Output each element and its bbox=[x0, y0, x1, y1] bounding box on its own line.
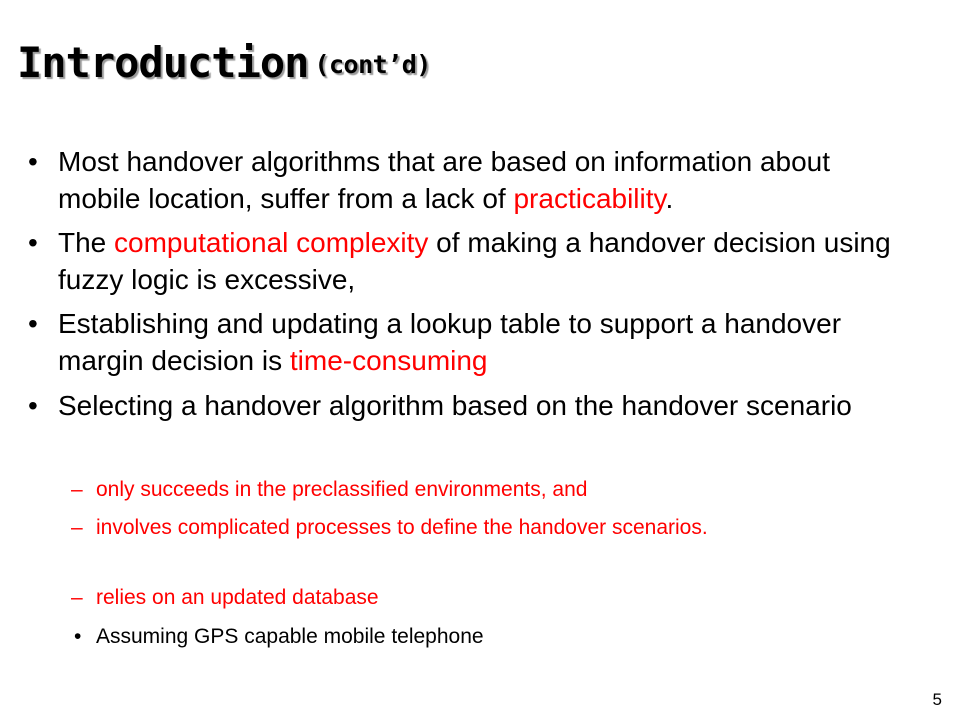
bullet-4 bbox=[58, 387, 918, 424]
bullet-2-highlight: computational complexity bbox=[114, 227, 429, 258]
slide-title bbox=[17, 38, 431, 87]
title-main: Introduction bbox=[17, 38, 309, 87]
sub-bullet-1: – only succeeds in the preclassified environments, and bbox=[96, 476, 896, 504]
page-number: 5 bbox=[932, 690, 942, 709]
bullet-3-text-a: Establishing and updating a lookup table to support a handover margin decision is bbox=[58, 308, 842, 376]
bullet-3-highlight: time-consuming bbox=[289, 345, 488, 376]
bullet-1 bbox=[58, 143, 918, 217]
bullet-1-highlight: practicability bbox=[513, 183, 666, 214]
bullet-2 bbox=[58, 224, 918, 298]
sub-bullet-2: – involves complicated processes to define the handover scenarios. bbox=[96, 514, 896, 542]
bullet-3 bbox=[58, 305, 918, 379]
bullet-4-text: Selecting a handover algorithm based on the handover scenario bbox=[58, 390, 852, 421]
sub-bullet-3: – relies on an updated database bbox=[96, 584, 896, 612]
bullet-1-text-a: Most handover algorithms that are based on information about mobile location, suffer from a lack of bbox=[58, 146, 831, 214]
bullet-2-text-b: of making a handover decision using fuzzy logic is excessive, bbox=[58, 227, 891, 295]
extra-bullet: • Assuming GPS capable mobile telephone bbox=[96, 623, 896, 651]
bullet-1-text-b: . bbox=[665, 183, 674, 214]
bullet-2-text-a: The bbox=[58, 227, 115, 258]
title-suffix: (cont’d) bbox=[314, 50, 431, 79]
